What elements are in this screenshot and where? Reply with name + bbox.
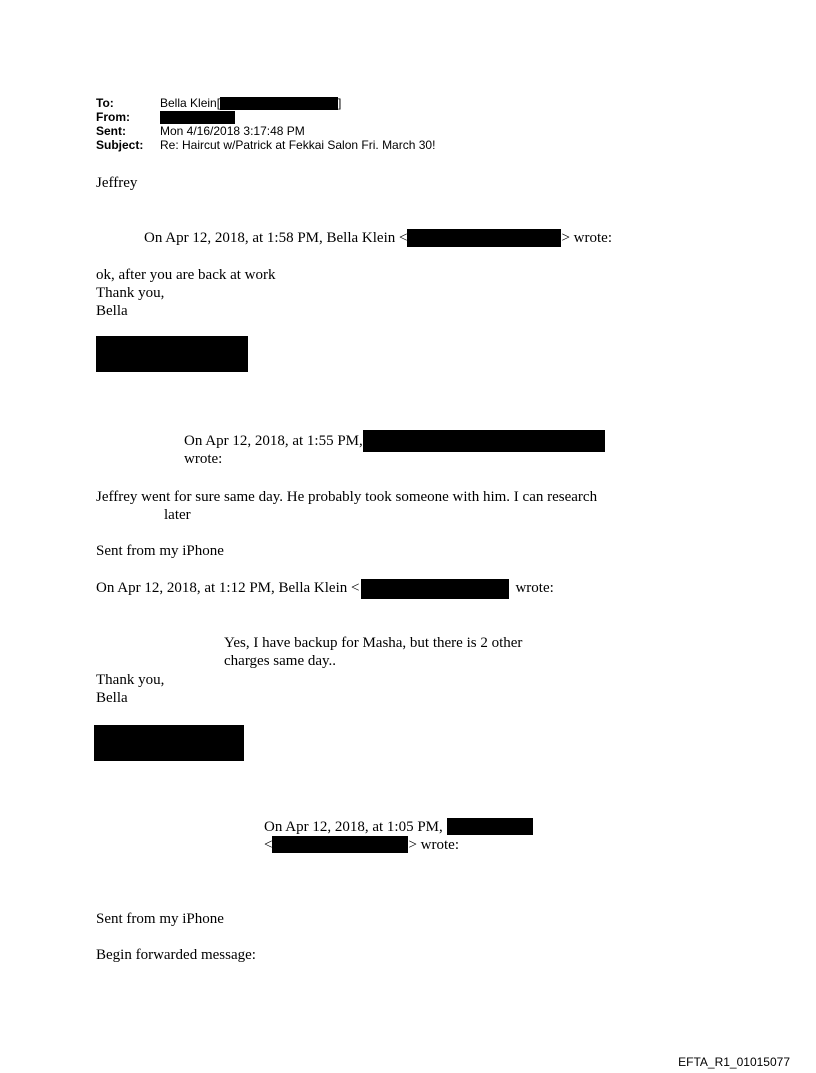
forwarded-message-label: Begin forwarded message: <box>96 947 256 963</box>
redaction-quote4-sender <box>447 818 533 835</box>
quote2-wrote: wrote: <box>184 451 223 467</box>
to-value: Bella Klein[ <box>160 96 221 110</box>
quote2-line: Jeffrey went for sure same day. He probably took someone with him. I can research <box>96 489 598 505</box>
quote4-open-angle: < <box>264 837 273 853</box>
quote3-lead: On Apr 12, 2018, at 1:12 PM, Bella Klein < <box>96 580 360 596</box>
quote2-sent-from: Sent from my iPhone <box>96 543 224 559</box>
redaction-to-email <box>220 97 338 110</box>
quote2-attribution <box>184 432 605 452</box>
quote1-attribution <box>144 229 612 247</box>
quote3-name: Bella <box>96 690 128 706</box>
subject-row <box>96 138 435 152</box>
quote4-lead: On Apr 12, 2018, at 1:05 PM, <box>264 819 443 835</box>
quote2-line: later <box>164 507 191 523</box>
quote1-tail: > wrote: <box>561 230 612 246</box>
redaction-quote1-email <box>407 229 561 247</box>
quote1-line: Bella <box>96 303 128 319</box>
quote4-attribution <box>264 818 533 836</box>
to-label: To: <box>96 96 114 110</box>
subject-label: Subject: <box>96 138 144 152</box>
quote2-lead: On Apr 12, 2018, at 1:55 PM, <box>184 433 363 449</box>
subject-value: Re: Haircut w/Patrick at Fekkai Salon Fri. March 30! <box>160 138 436 152</box>
redaction-quote2-sender <box>363 430 605 452</box>
email-header <box>96 96 435 152</box>
sender-name: Jeffrey <box>96 175 138 191</box>
redaction-quote4-email <box>272 836 408 853</box>
redaction-signature-2 <box>94 725 244 761</box>
quote1-line: ok, after you are back at work <box>96 267 276 283</box>
quote3-attribution <box>96 579 554 599</box>
from-label: From: <box>96 110 130 124</box>
to-row <box>96 96 435 110</box>
quote4-email-line <box>264 836 459 854</box>
to-bracket-close: ] <box>338 96 342 110</box>
quote3-line: charges same day.. <box>224 653 337 669</box>
quote3-tail: wrote: <box>515 580 554 596</box>
quote1-line: Thank you, <box>96 285 165 301</box>
quote4-sent-from: Sent from my iPhone <box>96 911 224 927</box>
quote1-lead: On Apr 12, 2018, at 1:58 PM, Bella Klein < <box>144 230 408 246</box>
from-row <box>96 110 435 124</box>
redaction-from <box>160 111 235 124</box>
quote4-tail: > wrote: <box>408 837 459 853</box>
sent-label: Sent: <box>96 124 126 138</box>
sent-value: Mon 4/16/2018 3:17:48 PM <box>160 124 305 138</box>
redaction-signature-1 <box>96 336 248 372</box>
quote3-line: Yes, I have backup for Masha, but there is 2 other <box>224 635 523 651</box>
document-id: EFTA_R1_01015077 <box>678 1055 790 1069</box>
quote3-thanks: Thank you, <box>96 672 165 688</box>
redaction-quote3-email <box>361 579 509 599</box>
sent-row <box>96 124 435 138</box>
